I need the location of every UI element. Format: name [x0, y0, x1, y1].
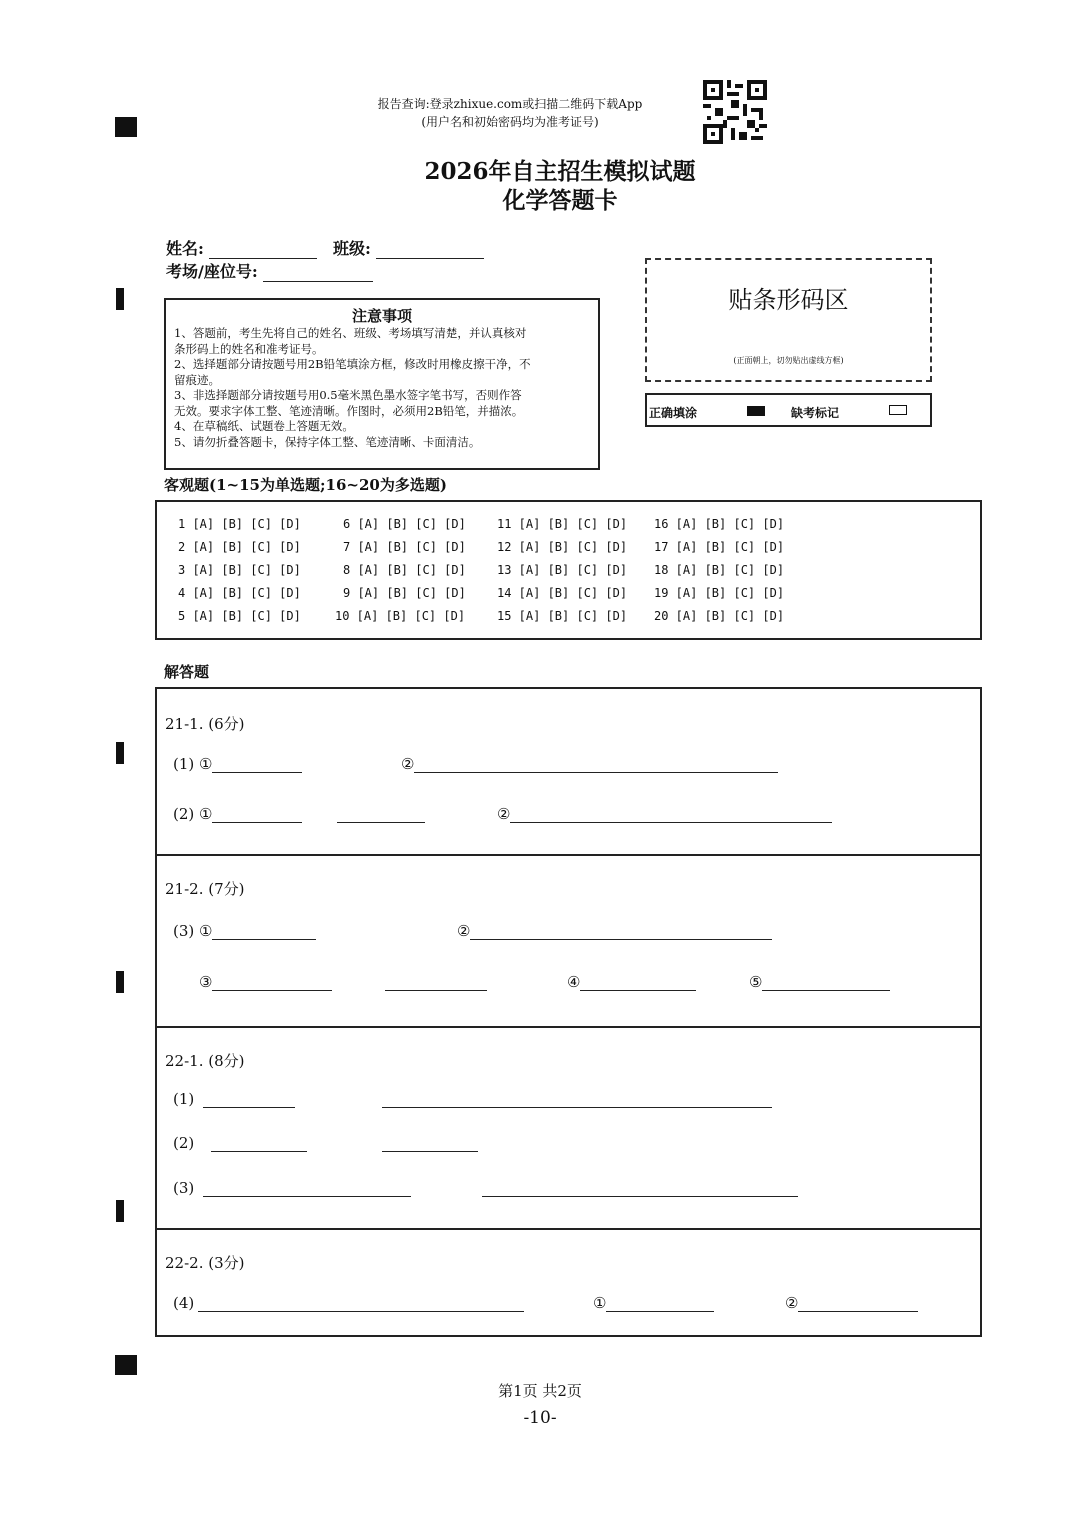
- seat-field[interactable]: [166, 259, 373, 282]
- choice-row[interactable]: 7 [A] [B] [C] [D]: [343, 540, 466, 554]
- title-line-2: 化学答题卡: [502, 187, 618, 214]
- notice-line: 4、在草稿纸、试题卷上答题无效。: [174, 419, 354, 433]
- answer-label: (3) ①: [173, 922, 213, 940]
- notice-line: 3、非选择题部分请按题号用0.5毫米黑色墨水签字笔书写，否则作答: [174, 388, 522, 402]
- barcode-title: 贴条形码区: [728, 286, 849, 314]
- answer-label: ⑤: [749, 973, 763, 991]
- qr-code-icon: [703, 80, 767, 144]
- seat-input-line[interactable]: [263, 265, 373, 282]
- answer-label: (1): [173, 1090, 195, 1108]
- answer-row: [785, 1294, 918, 1312]
- answer-label: ②: [457, 922, 471, 940]
- answer-line[interactable]: [203, 1180, 411, 1197]
- positioning-mark: [116, 1200, 124, 1222]
- question-22-2: [157, 1230, 980, 1335]
- report-line-1: 报告查询:登录zhixue.com或扫描二维码下载App: [377, 97, 643, 111]
- question-21-2: [157, 856, 980, 1028]
- report-info: [330, 95, 690, 131]
- answer-label: (4): [173, 1294, 195, 1312]
- answer-line[interactable]: [337, 806, 425, 823]
- answer-label: ②: [497, 805, 511, 823]
- answer-row: [173, 755, 302, 773]
- choice-row[interactable]: 3 [A] [B] [C] [D]: [178, 563, 301, 577]
- page-number: -10-: [523, 1408, 557, 1428]
- choice-row[interactable]: 12 [A] [B] [C] [D]: [497, 540, 628, 554]
- notice-line: 无效。要求字体工整、笔迹清晰。作图时，必须用2B铅笔，并描浓。: [174, 403, 524, 418]
- answer-line[interactable]: [382, 1135, 478, 1152]
- choice-row[interactable]: 19 [A] [B] [C] [D]: [654, 586, 785, 600]
- choice-row[interactable]: 5 [A] [B] [C] [D]: [178, 609, 301, 623]
- notice-line: 5、请勿折叠答题卡，保持字体工整、笔迹清晰、卡面清洁。: [174, 434, 481, 449]
- choice-row[interactable]: 13 [A] [B] [C] [D]: [497, 563, 628, 577]
- objective-title: 客观题(1~15为单选题;16~20为多选题): [164, 476, 447, 494]
- choice-row[interactable]: 8 [A] [B] [C] [D]: [343, 563, 466, 577]
- answer-line[interactable]: [798, 1295, 918, 1312]
- page-title: [300, 157, 820, 215]
- answer-label: (2): [173, 1134, 195, 1152]
- answer-label: ②: [785, 1294, 799, 1312]
- answer-label: ④: [567, 973, 581, 991]
- positioning-mark: [116, 742, 124, 764]
- name-field[interactable]: [166, 236, 317, 259]
- answer-line[interactable]: [510, 806, 832, 823]
- answer-row: [173, 1134, 478, 1152]
- seat-label: 考场/座位号:: [166, 262, 258, 281]
- choice-row[interactable]: 10 [A] [B] [C] [D]: [335, 609, 466, 623]
- absent-mark-label: 缺考标记: [791, 406, 840, 420]
- name-input-line[interactable]: [209, 242, 317, 259]
- notice-line: 条形码上的姓名和准考证号。: [174, 341, 324, 356]
- answer-line[interactable]: [211, 1135, 307, 1152]
- class-input-line[interactable]: [376, 242, 484, 259]
- positioning-mark: [115, 117, 137, 137]
- answer-row: [567, 973, 696, 991]
- answer-label: ②: [401, 755, 415, 773]
- choice-row[interactable]: 15 [A] [B] [C] [D]: [497, 609, 628, 623]
- choice-row[interactable]: 16 [A] [B] [C] [D]: [654, 517, 785, 531]
- question-21-1: [157, 689, 980, 856]
- answer-row: [173, 1090, 772, 1108]
- question-title: 22-2. (3分): [165, 1254, 245, 1272]
- answer-row: [497, 805, 832, 823]
- positioning-mark: [115, 1355, 137, 1375]
- answer-row: [401, 755, 778, 773]
- positioning-mark: [116, 288, 124, 310]
- answer-line[interactable]: [212, 806, 302, 823]
- answer-line[interactable]: [482, 1180, 798, 1197]
- page-indicator: 第1页 共2页: [498, 1382, 582, 1400]
- answer-row: [173, 1179, 798, 1197]
- choice-row[interactable]: 1 [A] [B] [C] [D]: [178, 517, 301, 531]
- choice-row[interactable]: 20 [A] [B] [C] [D]: [654, 609, 785, 623]
- report-line-2: (用户名和初始密码均为准考证号): [421, 115, 599, 129]
- answer-line[interactable]: [198, 1295, 524, 1312]
- answer-row: [457, 922, 772, 940]
- notice-line: 2、选择题部分请按题号用2B铅笔填涂方框，修改时用橡皮擦干净，不: [174, 357, 531, 371]
- choice-row[interactable]: 11 [A] [B] [C] [D]: [497, 517, 628, 531]
- answer-line[interactable]: [212, 923, 316, 940]
- answer-line[interactable]: [385, 974, 487, 991]
- notice-box: [164, 298, 600, 470]
- answer-label: (2) ①: [173, 805, 213, 823]
- answer-row: [173, 1294, 524, 1312]
- question-title: 22-1. (8分): [165, 1052, 245, 1070]
- answer-line[interactable]: [606, 1295, 714, 1312]
- answer-line[interactable]: [414, 756, 778, 773]
- choice-row[interactable]: 14 [A] [B] [C] [D]: [497, 586, 628, 600]
- question-title: 21-1. (6分): [165, 715, 245, 733]
- answer-label: (3): [173, 1179, 195, 1197]
- choice-row[interactable]: 17 [A] [B] [C] [D]: [654, 540, 785, 554]
- question-22-1: [157, 1028, 980, 1230]
- barcode-area: [645, 258, 932, 382]
- class-field[interactable]: [333, 236, 484, 259]
- notice-line: 1、答题前，考生先将自己的姓名、班级、考场填写清楚，并认真核对: [174, 326, 527, 340]
- subjective-answer-box: [155, 687, 982, 1337]
- answer-row: [173, 922, 316, 940]
- choice-row[interactable]: 9 [A] [B] [C] [D]: [343, 586, 466, 600]
- answer-line[interactable]: [580, 974, 696, 991]
- answer-line[interactable]: [212, 756, 302, 773]
- correct-fill-label: 正确填涂: [649, 406, 698, 420]
- filled-box-icon: [747, 406, 765, 416]
- absent-mark-box[interactable]: [889, 405, 907, 415]
- answer-label: ③: [199, 973, 213, 991]
- answer-label: (1) ①: [173, 755, 213, 773]
- choice-row[interactable]: 4 [A] [B] [C] [D]: [178, 586, 301, 600]
- answer-row: [173, 805, 425, 823]
- answer-line[interactable]: [382, 1091, 772, 1108]
- notice-line: 留痕迹。: [174, 372, 220, 387]
- answer-row: [749, 973, 890, 991]
- answer-row: [199, 973, 487, 991]
- objective-answer-box: [155, 500, 982, 640]
- choice-row[interactable]: 2 [A] [B] [C] [D]: [178, 540, 301, 554]
- answer-row: [593, 1294, 714, 1312]
- title-line-1: 2026年自主招生模拟试题: [424, 158, 696, 185]
- positioning-mark: [116, 971, 124, 993]
- answer-line[interactable]: [762, 974, 890, 991]
- barcode-note: (正面朝上，切勿贴出虚线方框): [733, 356, 844, 365]
- choice-row[interactable]: 6 [A] [B] [C] [D]: [343, 517, 466, 531]
- class-label: 班级:: [333, 239, 371, 258]
- name-label: 姓名:: [166, 239, 204, 258]
- choice-row[interactable]: 18 [A] [B] [C] [D]: [654, 563, 785, 577]
- subjective-title: 解答题: [164, 663, 210, 681]
- fill-legend: [645, 393, 932, 427]
- notice-title: 注意事项: [351, 307, 412, 325]
- question-title: 21-2. (7分): [165, 880, 245, 898]
- answer-line[interactable]: [203, 1091, 295, 1108]
- answer-line[interactable]: [470, 923, 772, 940]
- answer-line[interactable]: [212, 974, 332, 991]
- answer-label: ①: [593, 1294, 607, 1312]
